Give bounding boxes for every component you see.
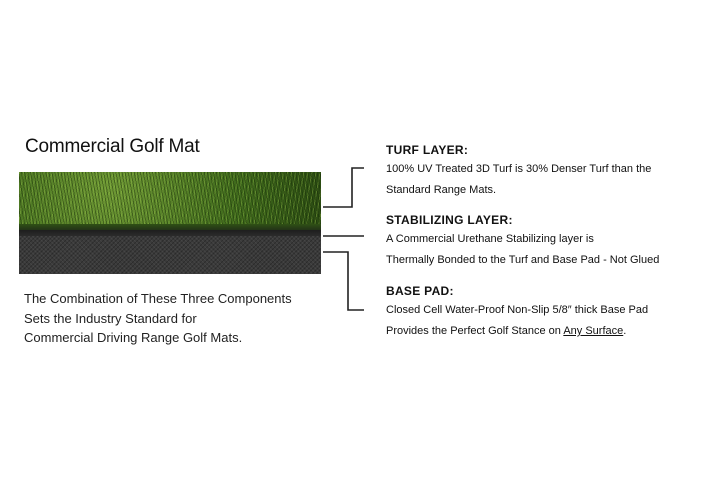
summary-line-3: Commercial Driving Range Golf Mats. (24, 330, 243, 345)
turf-layer-heading: TURF LAYER: (386, 143, 469, 157)
base-pad-heading: BASE PAD: (386, 284, 454, 298)
turf-connector-line (323, 168, 364, 207)
turf-desc-line-2: Standard Range Mats. (386, 184, 497, 196)
golf-mat-cross-section (19, 172, 321, 274)
base-pad-desc-line-2-suffix: . (623, 325, 627, 337)
stabilizing-layer-heading: STABILIZING LAYER: (386, 213, 513, 227)
stabilizing-desc-line-1: A Commercial Urethane Stabilizing layer is (386, 233, 594, 245)
summary-line-1: The Combination of These Three Components (24, 291, 292, 306)
summary-text (24, 289, 292, 348)
base-pad-description (386, 300, 648, 342)
turf-desc-line-1: 100% UV Treated 3D Turf is 30% Denser Turf than the (386, 163, 652, 175)
diagram-title: Commercial Golf Mat (25, 136, 200, 157)
stabilizing-desc-line-2: Thermally Bonded to the Turf and Base Pad - Not Glued (386, 254, 660, 266)
base-pad-image (19, 236, 321, 274)
base-pad-connector-line (323, 252, 364, 310)
base-pad-desc-line-1: Closed Cell Water-Proof Non-Slip 5/8″ thick Base Pad (386, 304, 649, 316)
base-pad-desc-line-2 (386, 321, 648, 342)
turf-layer-image (19, 172, 321, 230)
turf-layer-description (386, 159, 651, 201)
layer-connector-lines (320, 160, 370, 320)
any-surface-link[interactable]: Any Surface (563, 325, 624, 337)
stabilizing-layer-description (386, 229, 659, 271)
base-pad-desc-line-2-prefix: Provides the Perfect Golf Stance on (386, 325, 564, 337)
summary-line-2: Sets the Industry Standard for (24, 310, 197, 326)
